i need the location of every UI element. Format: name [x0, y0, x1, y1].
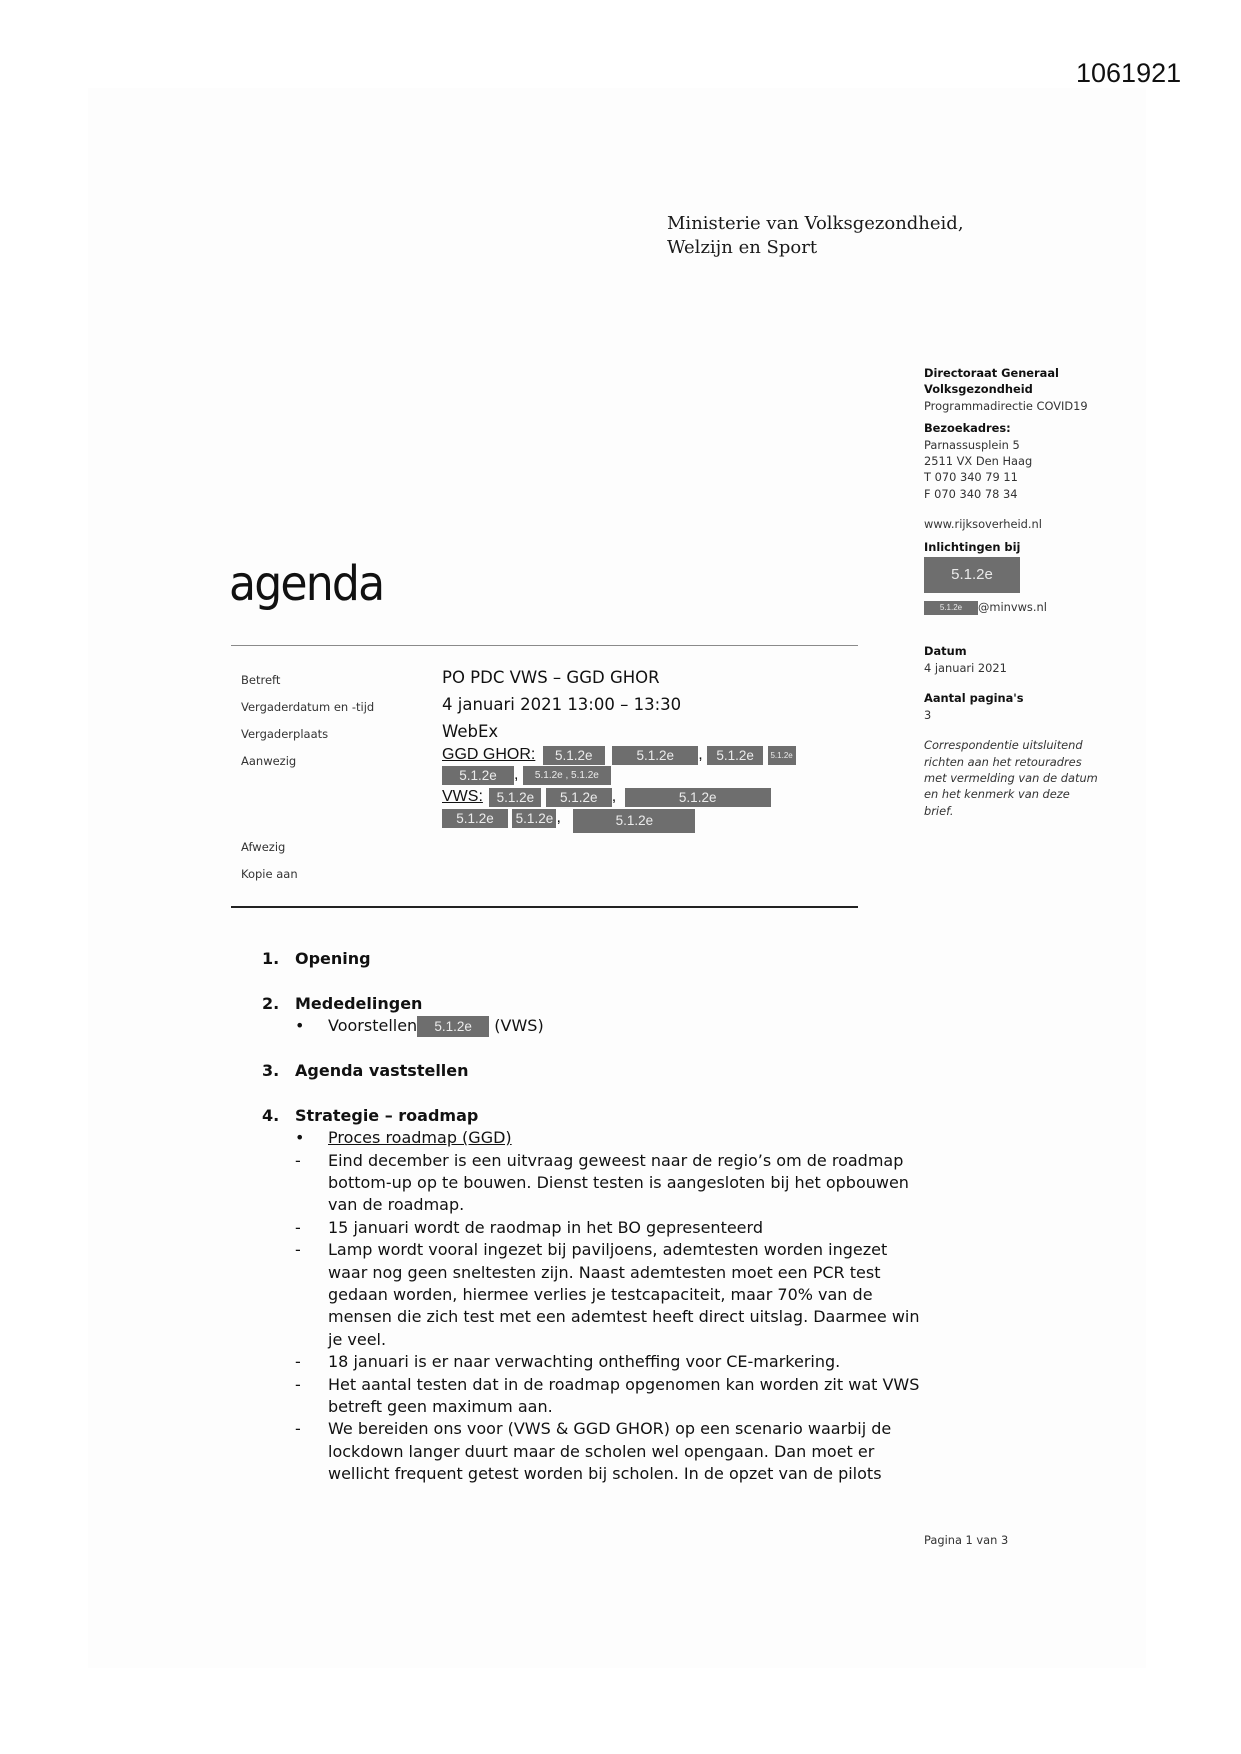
dash-icon: -	[295, 1419, 301, 1439]
item-title: Strategie – roadmap	[295, 1105, 479, 1125]
info-label: Inlichtingen bij	[924, 539, 1021, 554]
email-line	[924, 599, 1124, 615]
address-street: Parnassusplein 5	[924, 437, 1020, 452]
item-number: 1.	[262, 949, 280, 968]
ministry-line-1: Ministerie van Volksgezondheid,	[667, 213, 964, 234]
redaction-box: 5.1.2e	[442, 809, 508, 828]
redaction-box: 5.1.2e	[442, 766, 514, 785]
agenda-list	[262, 948, 922, 1486]
info-contact-redaction: 5.1.2e	[924, 557, 1020, 593]
page-title: agenda	[229, 556, 384, 612]
separator: ,	[514, 766, 519, 783]
label-copy: Kopie aan	[241, 867, 298, 881]
dash-icon: -	[295, 1352, 301, 1372]
redaction-box: 5.1.2e	[512, 809, 556, 828]
redaction-box: 5.1.2e	[625, 788, 771, 807]
announcement-bullet	[262, 1015, 922, 1037]
divider-top	[231, 645, 858, 646]
item-title: Mededelingen	[295, 993, 423, 1013]
correspondence-note	[924, 737, 1124, 819]
label-location: Vergaderplaats	[241, 727, 329, 741]
attendees-ggd-line-2	[442, 766, 611, 785]
bullet-icon: •	[295, 1128, 305, 1148]
note-line: Correspondentie uitsluitend	[924, 738, 1083, 753]
label-subject: Betreft	[241, 673, 281, 687]
meta-values	[442, 664, 681, 745]
strategy-point	[262, 1150, 922, 1217]
agenda-item-adopt-agenda	[262, 1060, 922, 1082]
divider-bottom	[231, 906, 858, 908]
agenda-item-announcements	[262, 993, 922, 1015]
strategy-point	[262, 1239, 922, 1351]
website-link[interactable]: www.rijksoverheid.nl	[924, 517, 1042, 532]
phone: T 070 340 79 11	[924, 470, 1018, 485]
bullet-icon: •	[295, 1016, 305, 1036]
vws-label: VWS:	[442, 788, 483, 805]
label-absent: Afwezig	[241, 840, 286, 854]
strategy-point	[262, 1351, 922, 1373]
agenda-item-strategy	[262, 1105, 922, 1127]
item-title: Agenda vaststellen	[295, 1061, 469, 1080]
dash-icon: -	[295, 1240, 301, 1260]
note-line: richten aan het retouradres	[924, 754, 1082, 769]
strategy-point	[262, 1217, 922, 1239]
point-text: Eind december is een uitvraag geweest naar de regio’s om de roadmap bottom-up op te bouwen. Dienst testen is aangesloten bij het opbouwen van de roadmap.	[328, 1150, 909, 1215]
note-line: met vermelding van de datum	[924, 770, 1098, 785]
sender-info-sidebar	[924, 365, 1124, 819]
attendees-ggd-line-1	[442, 746, 796, 765]
redaction-box: 5.1.2e	[612, 746, 698, 765]
fax: F 070 340 78 34	[924, 486, 1018, 501]
separator: ,	[556, 809, 561, 826]
page-indicator: Pagina 1 van 3	[924, 1533, 1009, 1547]
value-datetime: 4 januari 2021 13:00 – 13:30	[442, 695, 682, 714]
item-title: Opening	[295, 949, 371, 968]
address-city: 2511 VX Den Haag	[924, 454, 1033, 469]
ggd-ghor-label: GGD GHOR:	[442, 746, 536, 763]
label-present: Aanwezig	[241, 754, 297, 768]
visit-address-label: Bezoekadres:	[924, 421, 1011, 436]
sub-text: Voorstellen	[328, 1016, 418, 1036]
email-user-redaction: 5.1.2e	[924, 601, 978, 615]
item-number: 2.	[262, 993, 280, 1013]
pages-label: Aantal pagina's	[924, 691, 1024, 706]
redaction-box: 5.1.2e	[543, 746, 605, 765]
date-value: 4 januari 2021	[924, 660, 1007, 675]
strategy-point	[262, 1374, 922, 1419]
agenda-item-opening	[262, 948, 922, 970]
label-datetime: Vergaderdatum en -tijd	[241, 700, 375, 714]
attendees-vws-line-2	[442, 809, 695, 833]
attendees-vws-line-1	[442, 788, 771, 807]
redaction-box: 5.1.2e , 5.1.2e	[523, 766, 611, 785]
redaction-box: 5.1.2e	[489, 788, 541, 807]
org-line-3: Programmadirectie COVID19	[924, 398, 1088, 413]
point-text: Lamp wordt vooral ingezet bij paviljoens, ademtesten worden ingezet waar nog geen sneltesten zijn. Naast ademtesten moet een PCR test gedaan worden, hiermee verlies je testcapaciteit, maar 70% van de mensen die zich test met een ademtest heeft direct uitslag. Daarmee win je veel.	[328, 1240, 920, 1349]
sub-heading: Proces roadmap (GGD)	[328, 1128, 512, 1148]
meta-labels	[241, 667, 374, 888]
dash-icon: -	[295, 1217, 301, 1237]
point-text: Het aantal testen dat in de roadmap opgenomen kan worden zit wat VWS betreft geen maximum aan.	[328, 1374, 920, 1417]
strategy-bullet	[262, 1127, 922, 1149]
separator: ,	[698, 746, 703, 763]
separator: ,	[611, 788, 617, 805]
point-text: 18 januari is er naar verwachting ontheffing voor CE-markering.	[328, 1352, 841, 1372]
sub-text: (VWS)	[494, 1016, 544, 1036]
email-domain: @minvws.nl	[978, 600, 1047, 615]
value-location: WebEx	[442, 722, 499, 741]
note-line: brief.	[924, 803, 954, 818]
item-number: 3.	[262, 1061, 280, 1080]
redaction-box: 5.1.2e	[707, 746, 763, 765]
note-line: en het kenmerk van deze	[924, 787, 1070, 802]
org-line-2: Volksgezondheid	[924, 382, 1033, 397]
item-number: 4.	[262, 1105, 280, 1125]
ministry-logo-text	[667, 212, 964, 260]
date-label: Datum	[924, 644, 967, 659]
strategy-point	[262, 1418, 922, 1485]
dash-icon: -	[295, 1374, 301, 1394]
point-text: 15 januari wordt de raodmap in het BO gepresenteerd	[328, 1217, 763, 1237]
redaction-box: 5.1.2e	[546, 788, 612, 807]
ministry-line-2: Welzijn en Sport	[667, 237, 818, 258]
org-line-1: Directoraat Generaal	[924, 366, 1059, 380]
redaction-box: 5.1.2e	[573, 809, 695, 833]
point-text: We bereiden ons voor (VWS & GGD GHOR) op een scenario waarbij de lockdown langer duurt maar de scholen wel opengaan. Dan moet er wellicht frequent getest worden bij scholen. In de opzet van de pilots	[328, 1419, 892, 1484]
redaction-box: 5.1.2e	[768, 746, 796, 765]
value-subject: PO PDC VWS – GGD GHOR	[442, 668, 660, 687]
document-number: 1061921	[1076, 58, 1182, 88]
redaction-box: 5.1.2e	[417, 1016, 489, 1037]
pages-value: 3	[924, 707, 932, 722]
dash-icon: -	[295, 1150, 301, 1170]
